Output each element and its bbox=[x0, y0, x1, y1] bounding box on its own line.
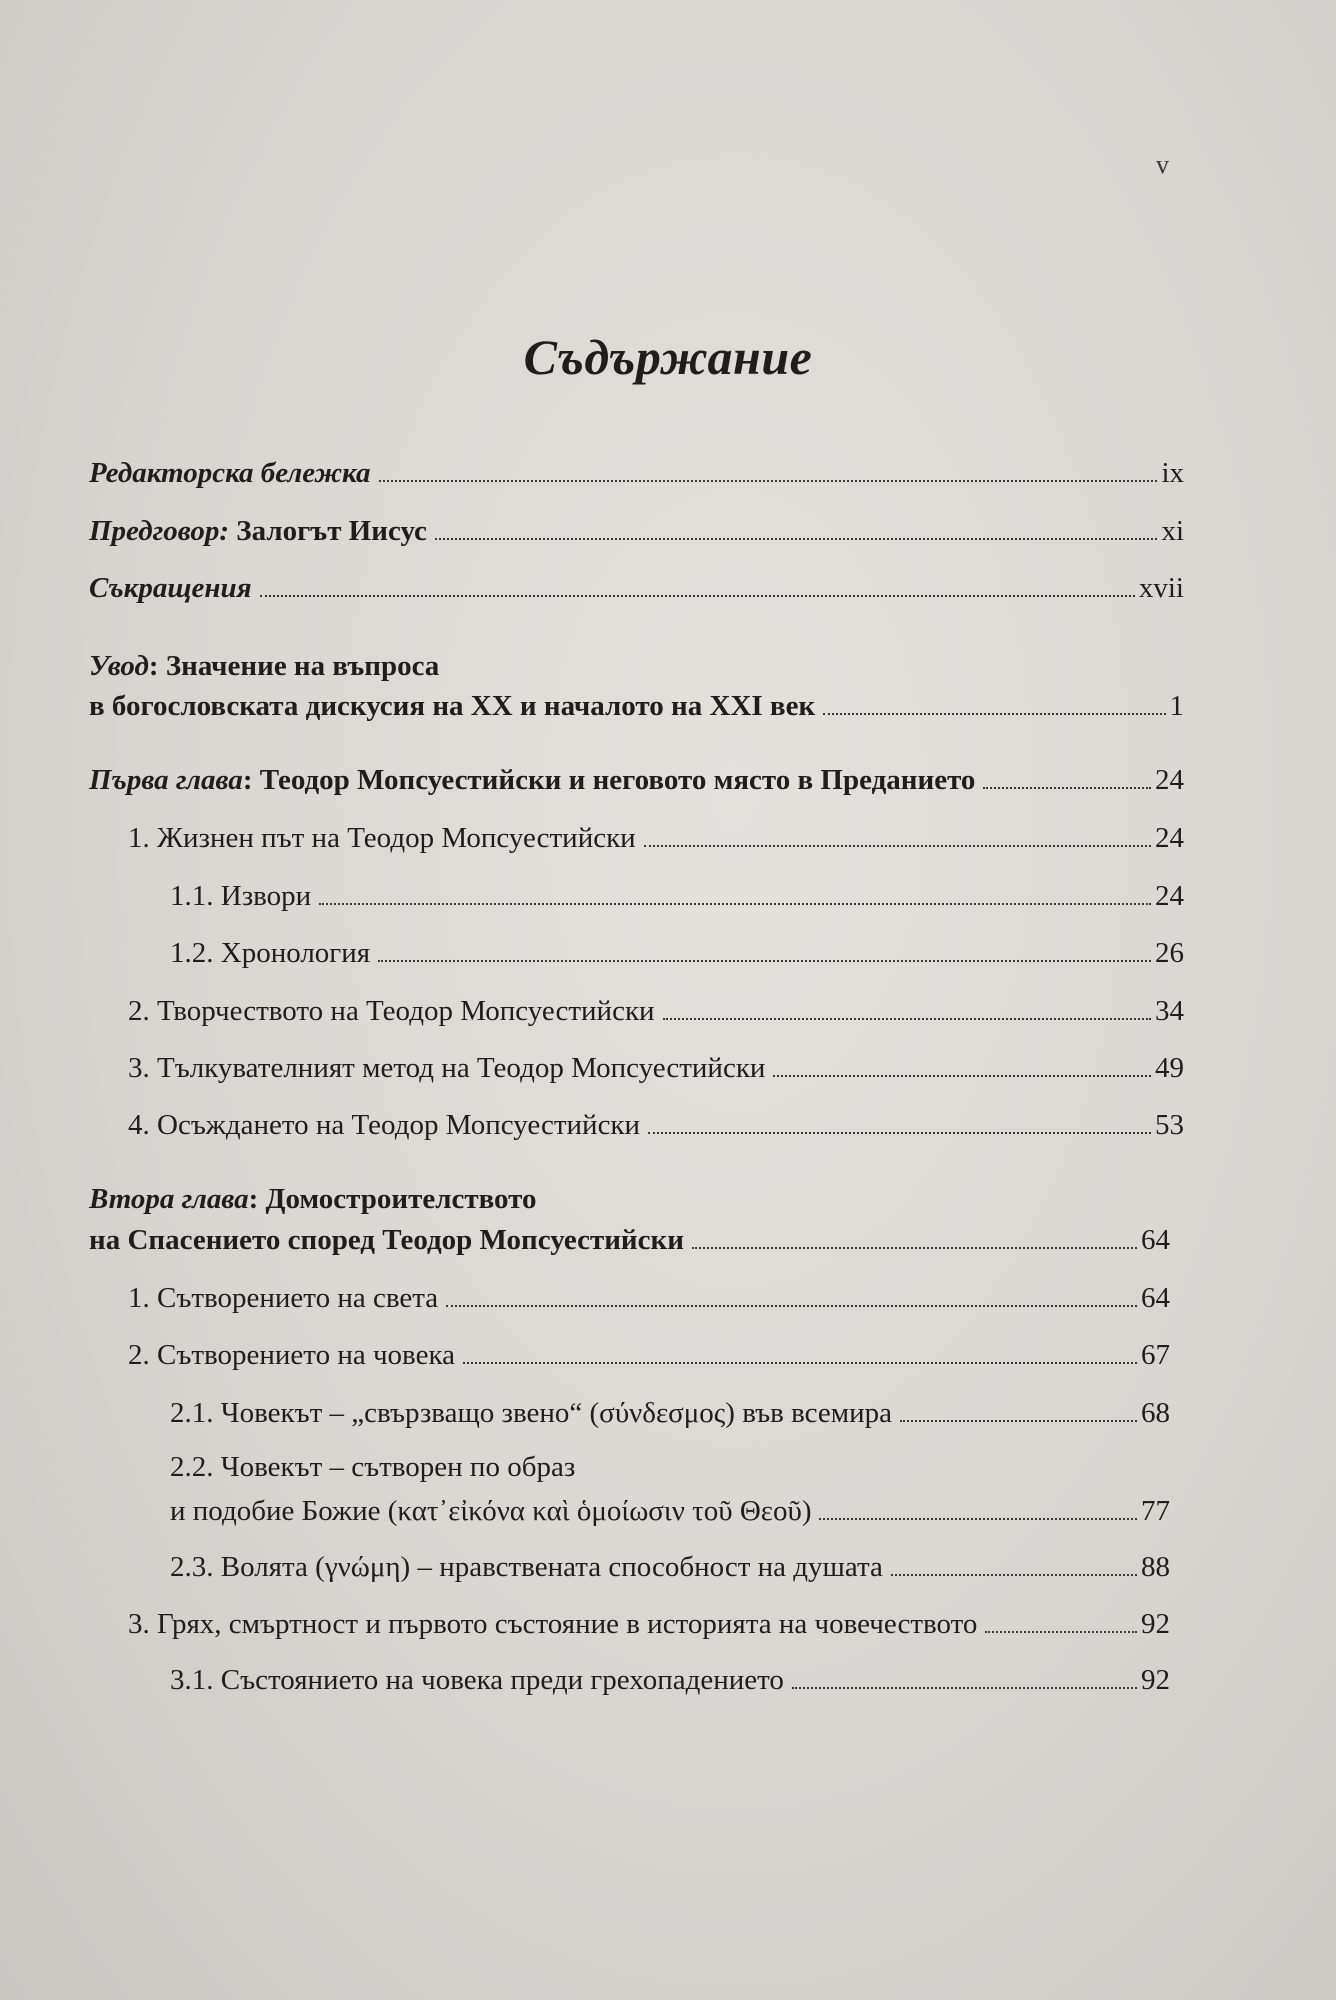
entry-title: 2. Сътворението на човека bbox=[128, 1339, 455, 1371]
toc-entry[interactable] bbox=[170, 878, 1184, 914]
entry-page: 53 bbox=[1155, 1109, 1184, 1141]
toc-entry[interactable] bbox=[128, 820, 1184, 856]
dot-leader bbox=[435, 538, 1158, 540]
entry-page: 49 bbox=[1155, 1052, 1184, 1084]
dot-leader bbox=[891, 1574, 1137, 1576]
entry-title: : Значение на въпроса bbox=[148, 650, 440, 682]
dot-leader bbox=[663, 1018, 1151, 1020]
entry-title: 3.1. Състоянието на човека преди грехопадението bbox=[170, 1664, 784, 1696]
dot-leader bbox=[463, 1362, 1137, 1364]
entry-label: Първа глава bbox=[89, 764, 243, 796]
entry-title: 2.1. Човекът – „свързващо звено“ (σύνδεσμος) във всемира bbox=[170, 1397, 892, 1429]
entry-page: 34 bbox=[1155, 995, 1184, 1027]
toc-entry[interactable] bbox=[170, 1549, 1170, 1585]
page-number: v bbox=[1156, 150, 1169, 179]
entry-page: 24 bbox=[1155, 880, 1184, 912]
dot-leader bbox=[319, 903, 1151, 905]
entry-page: 88 bbox=[1141, 1551, 1170, 1583]
dot-leader bbox=[900, 1420, 1137, 1422]
toc-entry[interactable] bbox=[170, 1662, 1170, 1698]
entry-page: 77 bbox=[1141, 1495, 1170, 1527]
dot-leader bbox=[985, 1631, 1137, 1633]
dot-leader bbox=[773, 1075, 1151, 1077]
dot-leader bbox=[260, 595, 1135, 597]
entry-page: ix bbox=[1161, 457, 1184, 489]
toc-entry[interactable] bbox=[128, 1050, 1184, 1086]
toc-entry[interactable] bbox=[128, 1606, 1170, 1642]
toc-entry[interactable] bbox=[128, 1337, 1170, 1373]
entry-page: 26 bbox=[1155, 937, 1184, 969]
dot-leader bbox=[648, 1132, 1151, 1134]
dot-leader bbox=[823, 713, 1165, 715]
entry-title-line2: и подобие Божие (κατ᾽εἰκόνα καὶ ὁμοίωσιν τοῦ Θεοῦ) bbox=[170, 1495, 812, 1527]
entry-title: 2.3. Волята (γνώμη) – нравствената способност на душата bbox=[170, 1551, 883, 1583]
entry-page: 24 bbox=[1155, 764, 1184, 796]
toc-entry-chapter-2-line1[interactable] bbox=[89, 1181, 537, 1217]
entry-page: 68 bbox=[1141, 1397, 1170, 1429]
toc-entry[interactable] bbox=[170, 1493, 1170, 1529]
entry-title-line2: в богословската дискусия на XX и началото на XXI век bbox=[89, 690, 816, 722]
entry-title: 1. Жизнен път на Теодор Мопсуестийски bbox=[128, 822, 636, 854]
entry-page: xi bbox=[1161, 515, 1184, 547]
entry-page: 1 bbox=[1169, 690, 1184, 722]
entry-page: 92 bbox=[1141, 1664, 1170, 1696]
entry-title: 3. Тълкувателният метод на Теодор Мопсуестийски bbox=[128, 1052, 766, 1084]
entry-page: 64 bbox=[1141, 1282, 1170, 1314]
toc-entry-intro[interactable] bbox=[89, 688, 1184, 724]
entry-title: 3. Грях, смъртност и първото състояние в историята на човечеството bbox=[128, 1608, 978, 1640]
page-title: Съдържание bbox=[523, 329, 813, 385]
entry-page: 92 bbox=[1141, 1608, 1170, 1640]
entry-title: 1. Сътворението на света bbox=[128, 1282, 439, 1314]
toc-entry-chapter-2[interactable] bbox=[89, 1222, 1170, 1258]
entry-title: 1.2. Хронология bbox=[170, 937, 371, 969]
toc-entry-preface[interactable] bbox=[89, 513, 1184, 549]
toc-entry[interactable] bbox=[128, 1280, 1170, 1316]
entry-title-line2: на Спасението според Теодор Мопсуестийски bbox=[89, 1224, 684, 1256]
dot-leader bbox=[792, 1687, 1137, 1689]
dot-leader bbox=[379, 480, 1158, 482]
toc-entry-chapter-1[interactable] bbox=[89, 762, 1184, 798]
entry-title: Залогът Иисус bbox=[229, 515, 427, 547]
entry-label: Втора глава bbox=[89, 1183, 249, 1215]
entry-label: Увод bbox=[89, 650, 149, 682]
entry-title: : Домостроителството bbox=[248, 1183, 537, 1215]
entry-page: 67 bbox=[1141, 1339, 1170, 1371]
toc-entry[interactable] bbox=[128, 1107, 1184, 1143]
entry-title: : Теодор Мопсуестийски и неговото място в Преданието bbox=[242, 764, 976, 796]
entry-title: 2. Творчеството на Теодор Мопсуестийски bbox=[128, 995, 655, 1027]
toc-entry-line1[interactable] bbox=[170, 1449, 575, 1485]
toc-entry-intro-line1[interactable] bbox=[89, 648, 439, 684]
toc-entry[interactable] bbox=[128, 993, 1184, 1029]
entry-label: Предговор: bbox=[89, 515, 230, 547]
dot-leader bbox=[446, 1305, 1137, 1307]
dot-leader bbox=[819, 1518, 1137, 1520]
entry-page: 64 bbox=[1141, 1224, 1170, 1256]
toc-entry-abbreviations[interactable] bbox=[89, 570, 1184, 606]
toc-entry[interactable] bbox=[170, 935, 1184, 971]
dot-leader bbox=[378, 960, 1151, 962]
dot-leader bbox=[983, 787, 1151, 789]
entry-label: Редакторска бележка bbox=[89, 457, 371, 489]
dot-leader bbox=[692, 1247, 1137, 1249]
entry-title: 4. Осъждането на Теодор Мопсуестийски bbox=[128, 1109, 641, 1141]
entry-title: 2.2. Човекът – сътворен по образ bbox=[170, 1451, 576, 1483]
toc-entry-editor-note[interactable] bbox=[89, 455, 1184, 491]
dot-leader bbox=[644, 845, 1151, 847]
entry-page: 24 bbox=[1155, 822, 1184, 854]
entry-title: 1.1. Извори bbox=[170, 880, 312, 912]
entry-page: xvii bbox=[1138, 572, 1184, 604]
entry-label: Съкращения bbox=[89, 572, 252, 604]
toc-entry[interactable] bbox=[170, 1395, 1170, 1431]
